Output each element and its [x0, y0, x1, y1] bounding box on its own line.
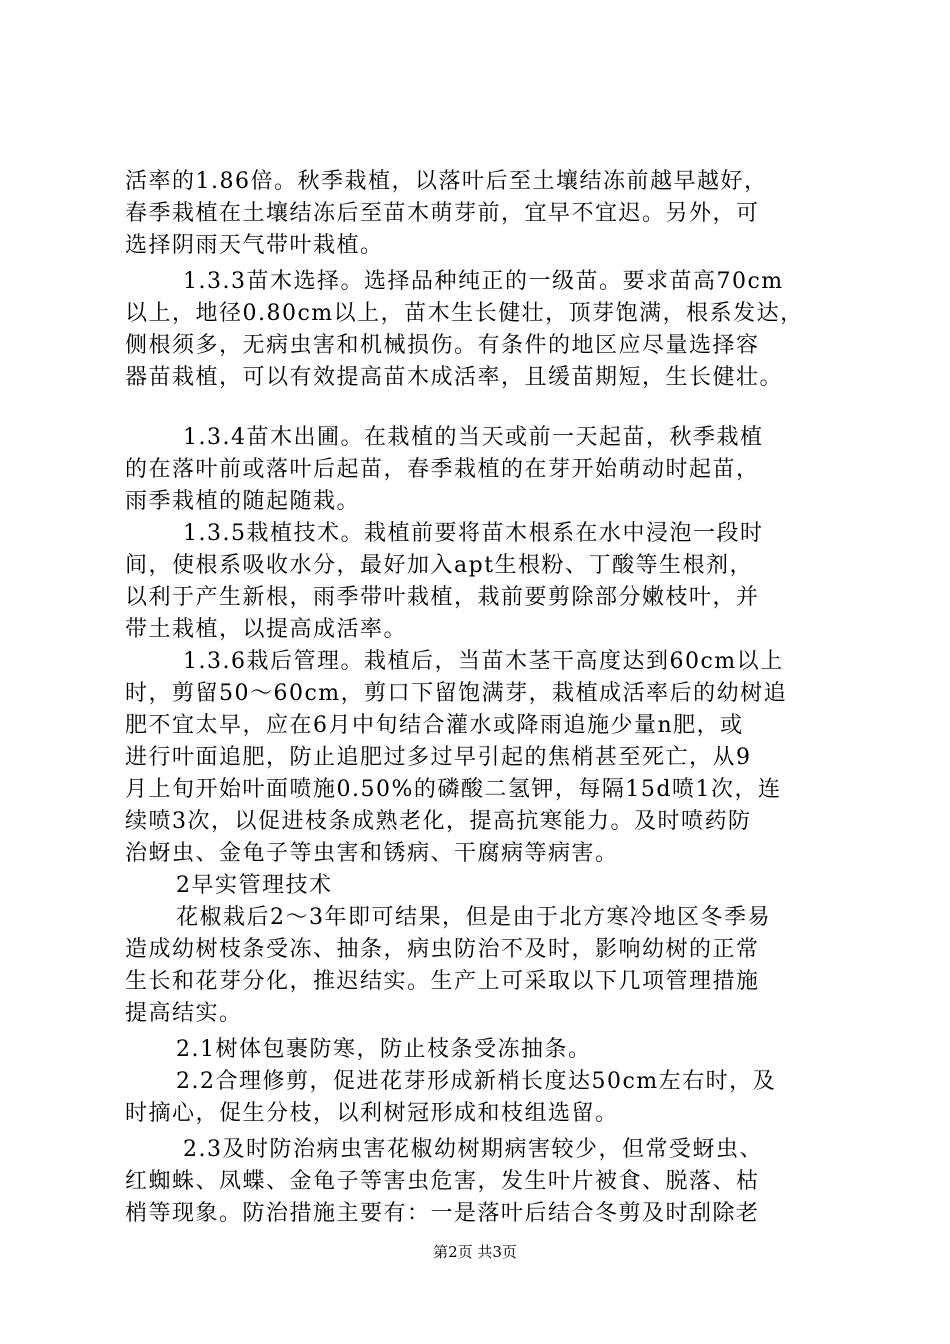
- text-line: 月上旬开始叶面喷施0.50%的磷酸二氢钾，每隔15d喷1次，连: [125, 777, 782, 802]
- text-line: 以利于产生新根，雨季带叶栽植，栽前要剪除部分嫩枝叶，并: [125, 585, 760, 610]
- paragraph-start: 1.3.6栽后管理。栽植后，当苗木茎干高度达到60cm以上: [183, 649, 784, 674]
- paragraph-start: 1.3.5栽植技术。栽植前要将苗木根系在水中浸泡一段时: [183, 521, 764, 546]
- text-line: 带土栽植，以提高成活率。: [125, 617, 408, 642]
- text-line: 器苗栽植，可以有效提高苗木成活率，且缓苗期短，生长健壮。: [125, 365, 784, 390]
- text-line: 造成幼树枝条受冻、抽条，病虫防治不及时，影响幼树的正常: [125, 937, 760, 962]
- text-line: 以上，地径0.80cm以上，苗木生长健壮，顶芽饱满，根系发达，: [125, 301, 804, 326]
- text-line: 肥不宜太早，应在6月中旬结合灌水或降雨追施少量n肥，或: [125, 713, 744, 738]
- paragraph-start: 1.3.3苗木选择。选择品种纯正的一级苗。要求苗高70cm: [183, 269, 784, 294]
- text-line: 时摘心，促生分枝，以利树冠形成和枝组选留。: [125, 1101, 619, 1126]
- text-line: 雨季栽植的随起随栽。: [125, 489, 361, 514]
- text-line: 间，使根系吸收水分，最好加入apt生根粉、丁酸等生根剂，: [125, 553, 754, 578]
- paragraph-start: 2.1树体包裹防寒，防止枝条受冻抽条。: [176, 1037, 592, 1062]
- text-line: 进行叶面追肥，防止追肥过多过早引起的焦梢甚至死亡，从9: [125, 745, 752, 770]
- text-line: 的在落叶前或落叶后起苗，春季栽植的在芽开始萌动时起苗，: [125, 457, 760, 482]
- text-line: 红蜘蛛、凤蝶、金龟子等害虫危害，发生叶片被食、脱落、枯: [125, 1169, 760, 1194]
- paragraph-start: 2.3及时防治病虫害花椒幼树期病害较少，但常受蚜虫、: [183, 1137, 763, 1162]
- paragraph-start: 1.3.4苗木出圃。在栽植的当天或前一天起苗，秋季栽植: [183, 425, 764, 450]
- text-line: 春季栽植在土壤结冻后至苗木萌芽前，宜早不宜迟。另外，可: [125, 201, 760, 226]
- paragraph-start: 2.2合理修剪，促进花芽形成新梢长度达50cm左右时，及: [176, 1069, 777, 1094]
- text-line: 选择阴雨天气带叶栽植。: [125, 233, 384, 258]
- section-heading: 2早实管理技术: [176, 873, 333, 898]
- text-line: 续喷3次，以促进枝条成熟老化，提高抗寒能力。及时喷药防: [125, 809, 752, 834]
- paragraph-start: 花椒栽后2～3年即可结果，但是由于北方寒冷地区冬季易: [176, 905, 771, 930]
- text-line: 时，剪留50～60cm，剪口下留饱满芽，栽植成活率后的幼树追: [125, 681, 788, 706]
- text-line: 提高结实。: [125, 1001, 243, 1026]
- text-line: 治蚜虫、金龟子等虫害和锈病、干腐病等病害。: [125, 841, 619, 866]
- text-line: 生长和花芽分化，推迟结实。生产上可采取以下几项管理措施: [125, 969, 760, 994]
- text-line: 活率的1.86倍。秋季栽植，以落叶后至土壤结冻前越早越好，: [125, 169, 768, 194]
- page-footer: 第2页 共3页: [433, 1243, 517, 1261]
- text-line: 侧根须多，无病虫害和机械损伤。有条件的地区应尽量选择容: [125, 333, 760, 358]
- text-line: 梢等现象。防治措施主要有：一是落叶后结合冬剪及时刮除老: [125, 1201, 760, 1226]
